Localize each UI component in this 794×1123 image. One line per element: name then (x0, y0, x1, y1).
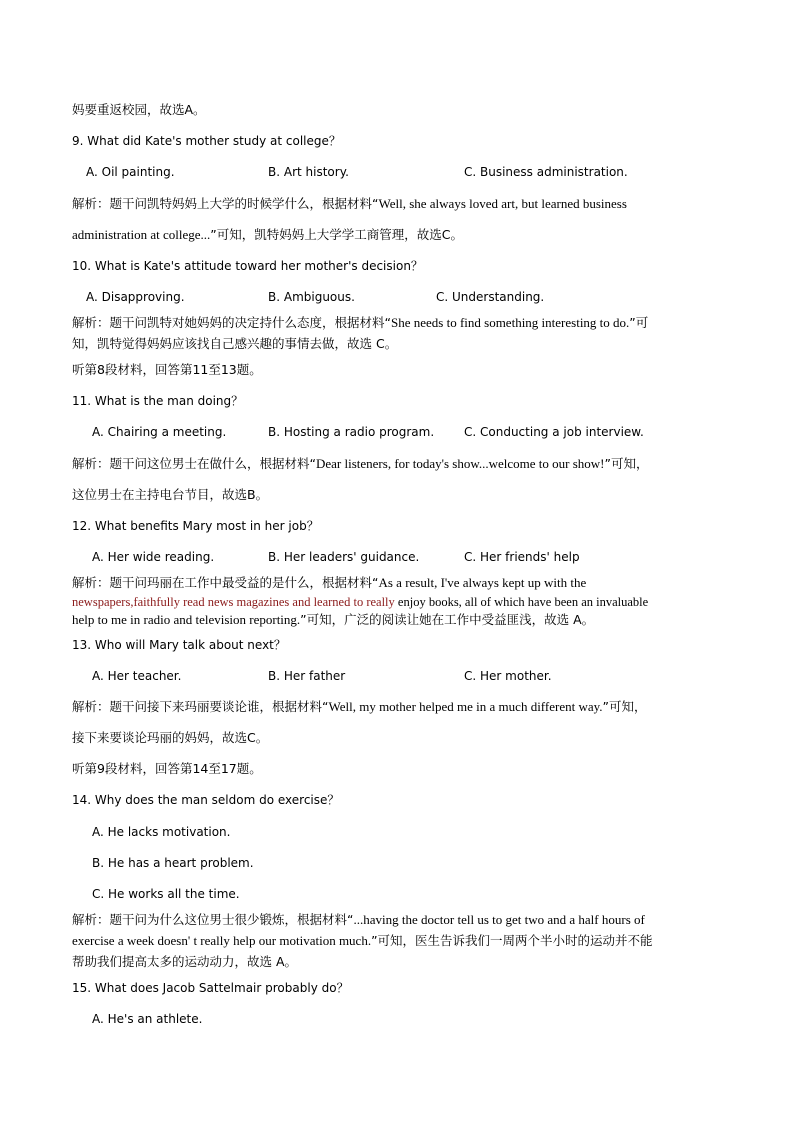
option-11a: A. Chairing a meeting. (92, 425, 227, 439)
option-9c: C. Business administration. (464, 165, 628, 179)
quote-text: As a result, I've always kept up with the (378, 575, 587, 590)
option-13a: A. Her teacher. (92, 669, 182, 683)
explanation-13-line1 (72, 699, 724, 715)
option-14c: C. He works all the time. (92, 887, 240, 901)
explanation-14-line2 (72, 933, 724, 949)
explanation-text: 解析：题干问接下来玛丽要谈论谁，根据材料“ (72, 699, 329, 714)
explanation-text: ”可知，医生告诉我们一周两个半小时的运动并不能 (371, 933, 653, 948)
option-12b: B. Her leaders' guidance. (268, 550, 420, 564)
question-14: 14. Why does the man seldom do exercise？ (72, 793, 340, 807)
quote-text: She needs to find something interesting to do. (390, 315, 630, 330)
explanation-text: 解析：题干问这位男士在做什么，根据材料“ (72, 456, 316, 471)
option-14a: A. He lacks motivation. (92, 825, 231, 839)
answer-conclusion: 妈要重返校园，故选A。 (72, 102, 206, 117)
explanation-text: ”可知， (602, 699, 647, 714)
quote-text: administration at college... (72, 227, 211, 242)
explanation-text: ”可知，凯特妈妈上大学学工商管理，故选C。 (210, 227, 463, 242)
explanation-11-line2: 这位男士在主持电台节目，故选B。 (72, 487, 269, 502)
explanation-text: 解析：题干问凯特妈妈上大学的时候学什么，根据材料“ (72, 196, 379, 211)
question-11: 11. What is the man doing？ (72, 394, 244, 408)
explanation-14-line1 (72, 912, 724, 928)
question-10: 10. What is Kate's attitude toward her mother's decision？ (72, 259, 423, 273)
quote-text: Dear listeners, for today's show...welcome to our show! (315, 456, 605, 471)
highlighted-quote: newspapers,faithfully read news magazines and learned to really (72, 595, 395, 609)
quote-text: Well, she always loved art, but learned business (378, 196, 627, 211)
option-9a: A. Oil painting. (86, 165, 175, 179)
section-9-heading: 听第9段材料，回答第14至17题。 (72, 761, 262, 776)
explanation-10-line1 (72, 315, 724, 331)
section-8-heading: 听第8段材料，回答第11至13题。 (72, 362, 262, 377)
explanation-text: 解析：题干问玛丽在工作中最受益的是什么，根据材料“ (72, 575, 379, 590)
quote-text: exercise a week doesn' t really help our motivation much. (72, 933, 372, 948)
option-11c: C. Conducting a job interview. (464, 425, 644, 439)
explanation-9-line1 (72, 196, 724, 212)
option-10c: C. Understanding. (436, 290, 545, 304)
option-14b: B. He has a heart problem. (92, 856, 254, 870)
quote-text: ...having the doctor tell us to get two and a half hours of (353, 912, 645, 927)
explanation-13-line2: 接下来要谈论玛丽的妈妈，故选C。 (72, 730, 269, 745)
option-12c: C. Her friends' help (464, 550, 580, 564)
question-13: 13. Who will Mary talk about next？ (72, 638, 286, 652)
explanation-12-line1 (72, 575, 724, 591)
explanation-text: 解析：题干问凯特对她妈妈的决定持什么态度，根据材料“ (72, 315, 391, 330)
explanation-9-line2 (72, 227, 724, 243)
quote-text: enjoy books, all of which have been an invaluable (394, 595, 649, 609)
option-10a: A. Disapproving. (86, 290, 185, 304)
explanation-12-line3 (72, 612, 724, 628)
explanation-text: ”可知，广泛的阅读让她在工作中受益匪浅，故选 A。 (300, 612, 595, 627)
quote-text: help to me in radio and television reporting. (72, 612, 301, 627)
explanation-11-line1 (72, 456, 724, 472)
option-10b: B. Ambiguous. (268, 290, 355, 304)
quote-text: Well, my mother helped me in a much different way. (328, 699, 603, 714)
explanation-10-line2: 知，凯特觉得妈妈应该找自己感兴趣的事情去做，故选 C。 (72, 336, 398, 351)
option-12a: A. Her wide reading. (92, 550, 215, 564)
question-9: 9. What did Kate's mother study at college？ (72, 134, 341, 148)
option-13b: B. Her father (268, 669, 346, 683)
option-11b: B. Hosting a radio program. (268, 425, 435, 439)
explanation-text: ”可知， (604, 456, 649, 471)
question-12: 12. What benefits Mary most in her job？ (72, 519, 319, 533)
question-15: 15. What does Jacob Sattelmair probably do？ (72, 981, 349, 995)
explanation-text: ”可 (629, 315, 649, 330)
explanation-12-line2 (72, 594, 724, 610)
option-9b: B. Art history. (268, 165, 349, 179)
option-15a: A. He's an athlete. (92, 1012, 203, 1026)
explanation-text: 解析：题干问为什么这位男士很少锻炼，根据材料“ (72, 912, 354, 927)
option-13c: C. Her mother. (464, 669, 552, 683)
explanation-14-line3: 帮助我们提高太多的运动动力，故选 A。 (72, 954, 298, 969)
